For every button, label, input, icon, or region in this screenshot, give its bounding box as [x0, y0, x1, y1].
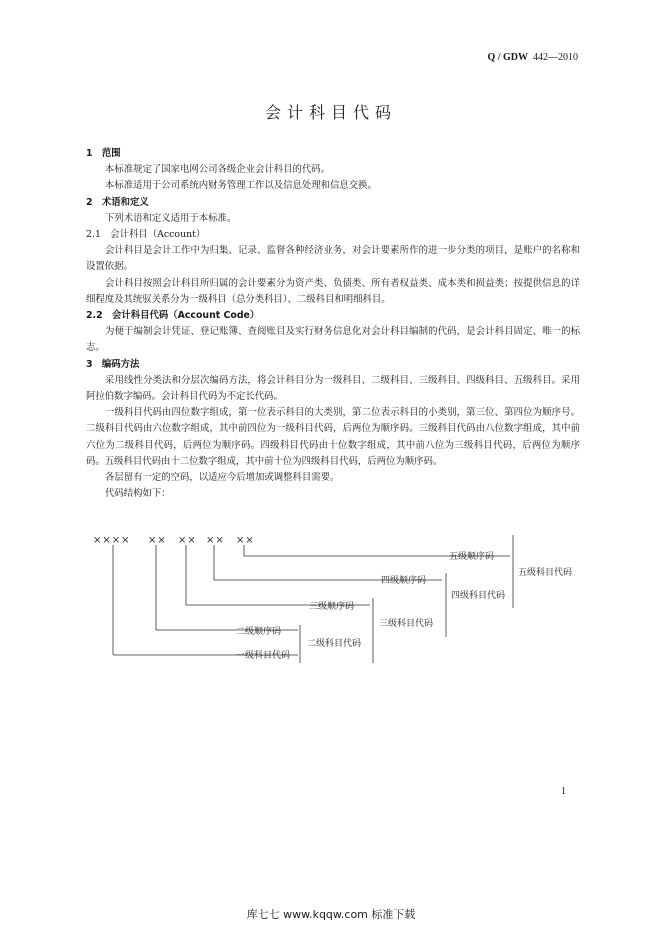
section-2-1-heading: 2.1 会计科目（Account） [86, 229, 206, 241]
label-level5-code: 五级科目代码 [518, 568, 573, 578]
label-level3-sequence: 三级顺序码 [309, 602, 355, 612]
label-level1-code: 一级科目代码 [236, 651, 291, 661]
digit-group-2: ×× [148, 535, 167, 546]
section-3-para-2: 一级科目代码由四位数字组成，第一位表示科目的大类别，第二位表示科目的小类别，第三位、第四位为顺序号。二级科目代码由六位数字组成，其中前四位为一级科目代码，后两位为顺序码。三级科目代码由八位数字组成，其中前六位为二级科目代码，后两位为顺序码。四级科目代码由十位数字组成，其中前八位为三级科目代码，后两位为顺序码。五级科目代码由十二位数字组成，其中前十位为四级科目代码，后两位为顺序码。 [86, 407, 580, 467]
section-3-para-4: 代码结构如下： [105, 488, 171, 500]
section-3-para-1: 采用线性分类法和分层次编码方法，将会计科目分为一级科目、二级科目、三级科目、四级科目、五级科目。采用阿拉伯数字编码。会计科目代码为不定长代码。 [86, 374, 580, 403]
diagram-lines [113, 535, 513, 663]
digit-group-3: ×× [178, 535, 197, 546]
document-body [86, 146, 580, 502]
footer-watermark: 库七七 www.kqqw.com 标准下载 [246, 908, 416, 921]
section-1-para-2: 本标准适用于公司系统内财务管理工作以及信息处理和信息交换。 [105, 180, 377, 192]
section-2-1-para-1: 会计科目是会计工作中为归集、记录、监督各种经济业务，对会计要素所作的进一步分类的项目，是账户的名称和设置依据。 [86, 245, 580, 273]
section-2-1-para-2: 会计科目按照会计科目所归属的会计要素分为资产类、负债类、所有者权益类、成本类和损益类；按提供信息的详细程度及其统驭关系分为一级科目（总分类科目）、二级科目和明细科目。 [86, 277, 580, 305]
digit-group-1: ×××× [93, 535, 131, 546]
section-3-heading: 3 编码方法 [86, 358, 140, 370]
section-2-para-1: 下列术语和定义适用于本标准。 [105, 212, 237, 224]
standard-code [487, 52, 578, 63]
label-level2-code: 二级科目代码 [307, 639, 362, 649]
section-2-2-heading: 2.2 会计科目代码（Account Code） [86, 310, 260, 322]
standard-prefix: Q / GDW [487, 52, 528, 63]
section-2-heading: 2 术语和定义 [86, 196, 149, 208]
section-2-2-para-1: 为便于编制会计凭证、登记账簿、查阅账目及实行财务信息化对会计科目编制的代码，是会计科目固定、唯一的标志。 [86, 326, 580, 354]
label-level2-sequence: 二级顺序码 [236, 627, 282, 637]
label-level4-sequence: 四级顺序码 [381, 576, 427, 586]
section-1-heading: 1 范围 [86, 148, 121, 159]
document-title: 会计科目代码 [264, 103, 397, 122]
section-1-para-1: 本标准规定了国家电网公司各级企业会计科目的代码。 [105, 164, 331, 176]
standard-number: 442—2010 [533, 52, 578, 63]
page-number: 1 [561, 786, 566, 797]
digit-group-5: ×× [236, 535, 255, 546]
digit-group-4: ×× [206, 535, 225, 546]
label-level4-code: 四级科目代码 [451, 591, 506, 601]
label-level3-code: 三级科目代码 [379, 619, 434, 629]
section-3-para-3: 各层留有一定的空码，以适应今后增加或调整科目需要。 [105, 472, 340, 484]
label-level5-sequence: 五级顺序码 [449, 552, 495, 562]
